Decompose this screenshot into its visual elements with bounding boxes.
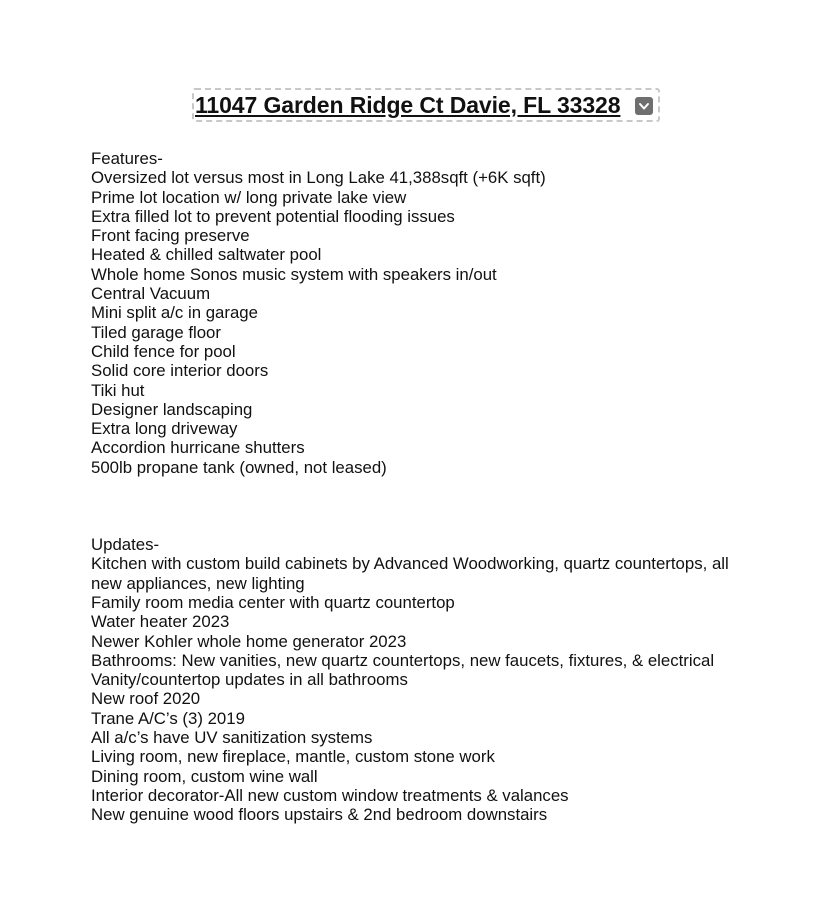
features-list-item: Heated & chilled saltwater pool [91,245,322,265]
features-list-item: Extra filled lot to prevent potential flooding issues [91,206,455,226]
features-list-item: Whole home Sonos music system with speakers in/out [91,264,497,284]
updates-list-item: Water heater 2023 [91,612,230,632]
updates-list-item: Newer Kohler whole home generator 2023 [91,631,407,651]
updates-list-item: New genuine wood floors upstairs & 2nd bedroom downstairs [91,805,548,825]
features-list-item: Child fence for pool [91,341,236,361]
title-dropdown-button[interactable] [635,97,653,115]
chevron-down-icon [638,100,650,112]
features-list-item: Extra long driveway [91,419,238,439]
features-list-item: Prime lot location w/ long private lake view [91,187,407,207]
features-list-item: 500lb propane tank (owned, not leased) [91,457,387,477]
updates-list-item: All a/c’s have UV sanitization systems [91,728,373,748]
updates-list-item: Dining room, custom wine wall [91,766,318,786]
updates-list-item: New roof 2020 [91,689,201,709]
features-list-item: Central Vacuum [91,284,211,304]
updates-section [91,535,751,824]
updates-list-item: Living room, new fireplace, mantle, custom stone work [91,747,495,767]
updates-heading: Updates- [91,535,160,555]
document-body [91,149,751,825]
document-title-block [192,88,660,122]
updates-list-item: Family room media center with quartz countertop [91,592,455,612]
features-section [91,149,751,477]
updates-list [91,554,751,824]
updates-list-item: Interior decorator-All new custom window treatments & valances [91,785,569,805]
updates-list-item: Vanity/countertop updates in all bathrooms [91,670,408,690]
features-list-item: Tiki hut [91,380,145,400]
features-list-item: Mini split a/c in garage [91,303,258,323]
features-list [91,168,751,477]
updates-list-item: Kitchen with custom build cabinets by Advanced Woodworking, quartz countertops, all new appliances, new lighting [91,554,729,593]
features-list-item: Accordion hurricane shutters [91,438,305,458]
document-title: 11047 Garden Ridge Ct Davie, FL 33328 [195,91,621,118]
features-list-item: Tiled garage floor [91,322,221,342]
features-list-item: Solid core interior doors [91,361,269,381]
features-list-item: Front facing preserve [91,226,250,246]
updates-list-item: Bathrooms: New vanities, new quartz countertops, new faucets, fixtures, & electrical [91,650,715,670]
updates-list-item: Trane A/C’s (3) 2019 [91,708,245,728]
features-list-item: Oversized lot versus most in Long Lake 41,388sqft (+6K sqft) [91,168,546,188]
features-heading: Features- [91,149,163,168]
features-list-item: Designer landscaping [91,399,253,419]
